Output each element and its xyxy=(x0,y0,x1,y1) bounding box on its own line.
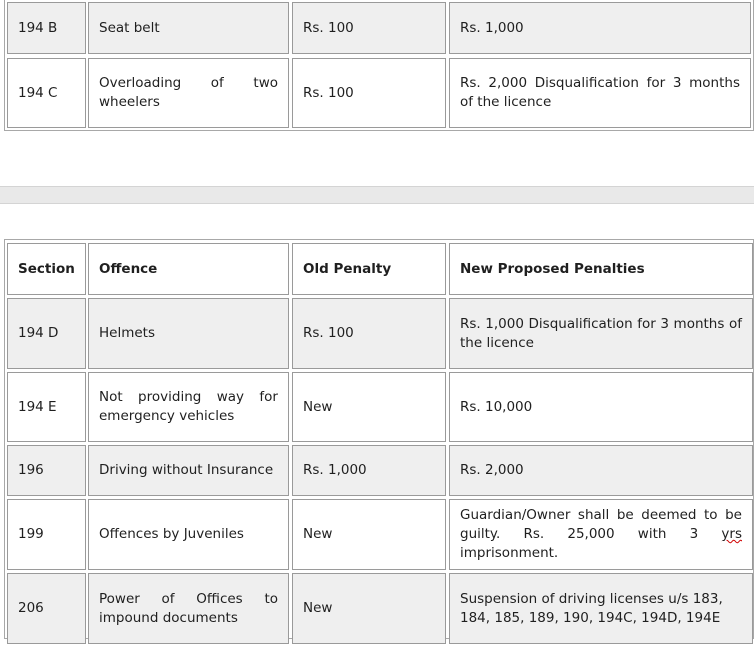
old-penalty-cell: New xyxy=(292,372,446,442)
header-old-penalty: Old Penalty xyxy=(292,243,446,295)
section-cell: 194 B xyxy=(7,2,86,54)
table-header-row xyxy=(5,240,753,297)
spellcheck-word: yrs xyxy=(721,526,742,542)
new-penalty-cell: Suspension of driving licenses u/s 183, 184, 185, 189, 190, 194C, 194D, 194E xyxy=(449,573,753,644)
table-row xyxy=(5,56,753,130)
old-penalty-cell: Rs. 100 xyxy=(292,298,446,369)
offence-cell: Not providing way for emergency vehicles xyxy=(88,372,289,442)
table-row xyxy=(5,497,753,572)
new-penalty-cell: Rs. 1,000 Disqualification for 3 months of the licence xyxy=(449,298,753,369)
offence-cell: Overloading of two wheelers xyxy=(88,58,289,128)
old-penalty-cell: Rs. 1,000 xyxy=(292,445,446,496)
offence-cell: Helmets xyxy=(88,298,289,369)
offence-cell: Power of Offices to impound documents xyxy=(88,573,289,644)
section-cell: 194 E xyxy=(7,372,86,442)
section-cell: 206 xyxy=(7,573,86,644)
section-cell: 199 xyxy=(7,499,86,570)
table-row xyxy=(5,0,753,57)
offence-cell: Offences by Juveniles xyxy=(88,499,289,570)
offence-cell: Driving without Insurance xyxy=(88,445,289,496)
main-penalty-table xyxy=(4,239,754,639)
table-row xyxy=(5,443,753,498)
new-penalty-cell: Rs. 10,000 xyxy=(449,372,753,442)
old-penalty-cell: New xyxy=(292,573,446,644)
header-section: Section xyxy=(7,243,86,295)
table-row xyxy=(5,571,753,646)
new-penalty-cell: Rs. 2,000 xyxy=(449,445,753,496)
header-offence: Offence xyxy=(88,243,289,295)
section-cell: 196 xyxy=(7,445,86,496)
offence-cell: Seat belt xyxy=(88,2,289,54)
old-penalty-cell: New xyxy=(292,499,446,570)
new-penalty-cell: Rs. 1,000 xyxy=(449,2,751,54)
new-penalty-cell: Rs. 2,000 Disqualification for 3 months of the licence xyxy=(449,58,751,128)
new-penalty-cell: Guardian/Owner shall be deemed to be guilty. Rs. 25,000 with 3 yrs imprisonment. xyxy=(449,499,753,570)
table-row xyxy=(5,296,753,371)
page-break-bar xyxy=(0,186,754,204)
table-row xyxy=(5,370,753,444)
section-cell: 194 C xyxy=(7,58,86,128)
header-new-penalty: New Proposed Penalties xyxy=(449,243,753,295)
top-penalty-table xyxy=(4,0,754,131)
section-cell: 194 D xyxy=(7,298,86,369)
old-penalty-cell: Rs. 100 xyxy=(292,58,446,128)
old-penalty-cell: Rs. 100 xyxy=(292,2,446,54)
